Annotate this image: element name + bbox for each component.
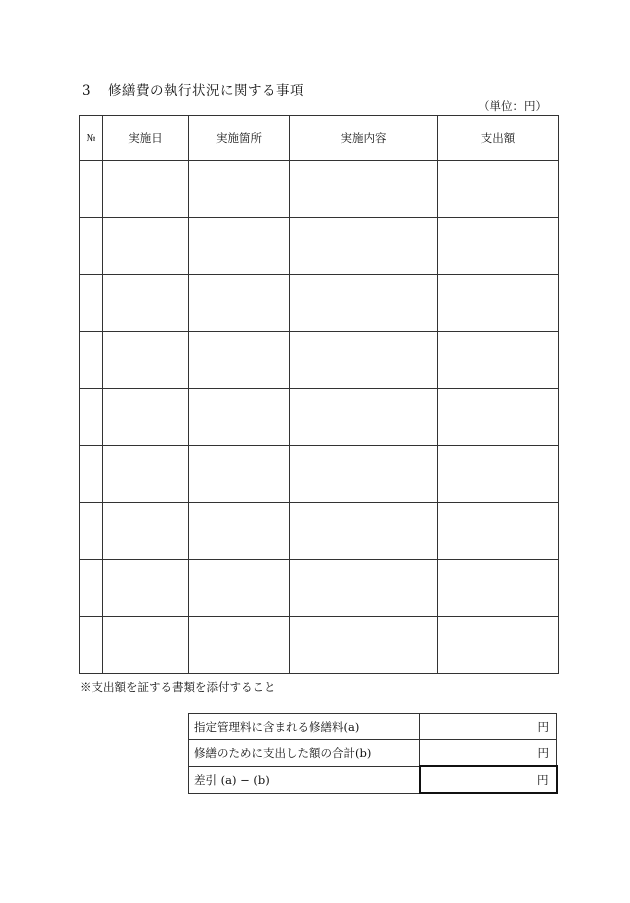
- cell-location[interactable]: [189, 560, 290, 617]
- summary-label-a: 指定管理料に含まれる修繕料(a): [189, 714, 420, 740]
- cell-date[interactable]: [103, 560, 189, 617]
- cell-no[interactable]: [80, 560, 103, 617]
- table-row: [80, 218, 559, 275]
- section-title: 修繕費の執行状況に関する事項: [108, 83, 304, 99]
- cell-date[interactable]: [103, 389, 189, 446]
- section-number: 3: [82, 83, 92, 99]
- summary-value-diff[interactable]: 円: [420, 766, 557, 793]
- cell-amount[interactable]: [438, 218, 559, 275]
- summary-label-b: 修繕のために支出した額の合計(b): [189, 740, 420, 767]
- cell-date[interactable]: [103, 218, 189, 275]
- cell-content[interactable]: [290, 218, 438, 275]
- cell-amount[interactable]: [438, 161, 559, 218]
- section-heading: [82, 79, 304, 99]
- cell-location[interactable]: [189, 503, 290, 560]
- cell-date[interactable]: [103, 275, 189, 332]
- table-row: [80, 560, 559, 617]
- cell-content[interactable]: [290, 389, 438, 446]
- cell-date[interactable]: [103, 332, 189, 389]
- footnote: ※支出額を証する書類を添付すること: [80, 680, 276, 694]
- cell-date[interactable]: [103, 161, 189, 218]
- cell-content[interactable]: [290, 503, 438, 560]
- summary-row: [189, 766, 557, 793]
- cell-amount[interactable]: [438, 503, 559, 560]
- cell-amount[interactable]: [438, 389, 559, 446]
- cell-amount[interactable]: [438, 275, 559, 332]
- cell-no[interactable]: [80, 617, 103, 674]
- summary-row: [189, 740, 557, 767]
- repair-table: [79, 115, 559, 674]
- summary-value-b[interactable]: 円: [420, 740, 557, 767]
- table-row: [80, 332, 559, 389]
- cell-no[interactable]: [80, 389, 103, 446]
- cell-no[interactable]: [80, 503, 103, 560]
- header-amount: 支出額: [438, 116, 559, 161]
- table-row: [80, 446, 559, 503]
- table-row: [80, 389, 559, 446]
- cell-location[interactable]: [189, 446, 290, 503]
- cell-location[interactable]: [189, 218, 290, 275]
- summary-table: [188, 713, 558, 794]
- cell-no[interactable]: [80, 332, 103, 389]
- table-row: [80, 275, 559, 332]
- cell-amount[interactable]: [438, 617, 559, 674]
- cell-location[interactable]: [189, 332, 290, 389]
- cell-content[interactable]: [290, 446, 438, 503]
- cell-location[interactable]: [189, 389, 290, 446]
- cell-date[interactable]: [103, 617, 189, 674]
- cell-date[interactable]: [103, 446, 189, 503]
- table-body: [80, 161, 559, 674]
- cell-location[interactable]: [189, 275, 290, 332]
- header-no: №: [80, 116, 103, 161]
- unit-note: （単位：円）: [478, 99, 547, 113]
- cell-content[interactable]: [290, 560, 438, 617]
- table-row: [80, 161, 559, 218]
- table-row: [80, 617, 559, 674]
- header-location: 実施箇所: [189, 116, 290, 161]
- cell-no[interactable]: [80, 275, 103, 332]
- cell-amount[interactable]: [438, 446, 559, 503]
- table-row: [80, 503, 559, 560]
- cell-location[interactable]: [189, 161, 290, 218]
- cell-no[interactable]: [80, 218, 103, 275]
- cell-content[interactable]: [290, 161, 438, 218]
- cell-location[interactable]: [189, 617, 290, 674]
- cell-content[interactable]: [290, 275, 438, 332]
- summary-row: [189, 714, 557, 740]
- cell-no[interactable]: [80, 161, 103, 218]
- header-date: 実施日: [103, 116, 189, 161]
- table-header-row: [80, 116, 559, 161]
- cell-date[interactable]: [103, 503, 189, 560]
- summary-label-diff: 差引 (a) − (b): [189, 766, 420, 793]
- cell-no[interactable]: [80, 446, 103, 503]
- cell-content[interactable]: [290, 617, 438, 674]
- cell-amount[interactable]: [438, 332, 559, 389]
- cell-amount[interactable]: [438, 560, 559, 617]
- cell-content[interactable]: [290, 332, 438, 389]
- summary-value-a[interactable]: 円: [420, 714, 557, 740]
- header-content: 実施内容: [290, 116, 438, 161]
